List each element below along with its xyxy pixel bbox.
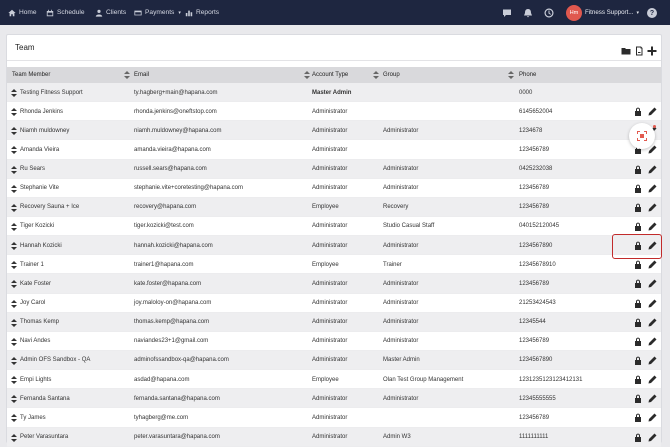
column-header-phone[interactable]: [519, 67, 536, 83]
cell-name: Peter Varasuntara: [20, 434, 69, 441]
cell-name: Trainer 1: [20, 261, 44, 268]
export-icon[interactable]: [634, 43, 644, 53]
cell-phone: 123456789: [519, 185, 550, 192]
reorder-icon[interactable]: [11, 357, 17, 365]
cell-phone: 12345544: [519, 319, 546, 326]
cell-name: Hannah Kozicki: [20, 242, 62, 249]
highlight-box: [612, 234, 662, 259]
cell-phone: 123456789: [519, 280, 550, 287]
table-row[interactable]: [7, 140, 661, 159]
cell-name: Thomas Kemp: [20, 319, 60, 326]
cell-group: Administrator: [383, 300, 419, 307]
lock-icon[interactable]: [634, 260, 642, 269]
cell-name: Ty James: [20, 414, 46, 421]
cell-phone: 1234567890: [519, 242, 553, 249]
cell-phone: 12345678910: [519, 261, 556, 268]
cell-email: rhonda.jenkins@oneftstop.com: [134, 108, 217, 115]
cell-type: Administrator: [312, 338, 348, 345]
cell-phone: 1111111111: [519, 434, 549, 441]
cell-type: Administrator: [312, 280, 348, 287]
cell-group: Administrator: [383, 319, 419, 326]
cell-email: tiger.kozicki@test.com: [134, 223, 194, 230]
nav-clients-label: Clients: [106, 9, 127, 16]
lock-icon[interactable]: [634, 222, 642, 231]
table-row[interactable]: [7, 236, 661, 255]
cell-phone: 1234567890: [519, 357, 553, 364]
reorder-icon[interactable]: [11, 242, 17, 250]
cell-group: Administrator: [383, 242, 419, 249]
cell-email: amanda.vieira@hapana.com: [134, 146, 211, 153]
cell-name: Niamh muldowney: [20, 127, 70, 134]
cell-group: Studio Casual Staff: [383, 223, 435, 230]
cell-phone: 0000: [519, 89, 533, 96]
cell-phone: 1234678: [519, 127, 543, 134]
nav-schedule[interactable]: [46, 0, 85, 25]
cell-email: hannah.kozicki@hapana.com: [134, 242, 213, 249]
top-navigation-bar: [0, 0, 670, 25]
reorder-icon[interactable]: [11, 414, 17, 422]
help-button[interactable]: [647, 8, 657, 18]
edit-pencil-icon[interactable]: [648, 165, 657, 174]
nav-home[interactable]: [8, 0, 37, 25]
edit-pencil-icon[interactable]: [648, 145, 657, 154]
lock-icon[interactable]: [634, 279, 642, 288]
cell-email: thomas.kemp@hapana.com: [134, 319, 210, 326]
column-header-label: Team Member: [12, 72, 51, 78]
cell-type: Employee: [312, 204, 339, 211]
cell-email: trainer1@hapana.com: [134, 261, 194, 268]
avatar-initials: Hm: [569, 10, 579, 16]
cell-email: naviandes23+1@gmail.com: [134, 338, 209, 345]
chevron-down-icon: ▾: [178, 9, 181, 16]
cell-name: Amanda Vieira: [20, 146, 60, 153]
lock-icon[interactable]: [634, 433, 642, 442]
reorder-icon[interactable]: [11, 261, 17, 269]
table-row[interactable]: [7, 121, 661, 140]
table-row[interactable]: [7, 428, 661, 447]
cell-group: Administrator: [383, 166, 419, 173]
edit-pencil-icon[interactable]: [648, 299, 657, 308]
team-panel: [6, 34, 662, 443]
clients-icon: [95, 9, 103, 17]
table-row[interactable]: [7, 83, 661, 102]
cell-group: Master Admin: [383, 357, 420, 364]
notification-bell-icon[interactable]: [523, 8, 533, 18]
cell-email: tyhagberg@me.com: [134, 414, 189, 421]
floating-scan-button[interactable]: [629, 123, 655, 149]
cell-email: kate.foster@hapana.com: [134, 280, 202, 287]
table-row[interactable]: [7, 313, 661, 332]
lock-icon[interactable]: [634, 318, 642, 327]
cell-name: Admin OFS Sandbox - QA: [20, 357, 91, 364]
user-name: Fitness Support...: [585, 9, 634, 16]
cell-type: Administrator: [312, 242, 348, 249]
reorder-icon[interactable]: [11, 280, 17, 288]
table-row[interactable]: [7, 198, 661, 217]
notification-dot: [653, 125, 656, 128]
table-row[interactable]: [7, 351, 661, 370]
add-icon[interactable]: [647, 43, 657, 53]
edit-pencil-icon[interactable]: [648, 279, 657, 288]
table-row[interactable]: [7, 294, 661, 313]
cell-group: Recovery: [383, 204, 409, 211]
sort-icon[interactable]: [124, 71, 130, 79]
chevron-down-icon: ▾: [636, 9, 640, 16]
edit-pencil-icon[interactable]: [648, 433, 657, 442]
lock-icon[interactable]: [634, 299, 642, 308]
cell-type: Administrator: [312, 357, 348, 364]
nav-payments[interactable]: [134, 0, 181, 25]
cell-group: Trainer: [383, 261, 402, 268]
cell-email: stephanie.vite+coretesting@hapana.com: [134, 185, 243, 192]
cell-email: ty.hagberg+main@hapana.com: [134, 89, 218, 96]
cell-group: Admin W3: [383, 434, 411, 441]
cell-phone: 6145652004: [519, 108, 553, 115]
lock-icon[interactable]: [634, 413, 642, 422]
folder-icon[interactable]: [621, 43, 631, 53]
cell-email: fernanda.santana@hapana.com: [134, 395, 220, 402]
table-row[interactable]: [7, 102, 661, 121]
cell-type: Master Admin: [312, 89, 352, 96]
sort-icon[interactable]: [508, 71, 514, 79]
lock-icon[interactable]: [634, 337, 642, 346]
sort-icon[interactable]: [373, 71, 379, 79]
nav-reports[interactable]: [185, 0, 219, 25]
cell-group: Administrator: [383, 127, 419, 134]
cell-phone: 123456789: [519, 204, 550, 211]
table-header: [7, 67, 661, 83]
cell-type: Administrator: [312, 414, 348, 421]
column-header-label: Email: [134, 72, 150, 78]
avatar[interactable]: [566, 5, 582, 21]
reorder-icon[interactable]: [11, 204, 17, 212]
table-row[interactable]: [7, 370, 661, 389]
edit-pencil-icon[interactable]: [648, 356, 657, 365]
reorder-icon[interactable]: [11, 108, 17, 116]
table-row[interactable]: [7, 408, 661, 427]
team-table-body: [7, 83, 661, 447]
clock-icon[interactable]: [544, 8, 554, 18]
edit-pencil-icon[interactable]: [648, 394, 657, 403]
edit-pencil-icon[interactable]: [648, 107, 657, 116]
reorder-icon[interactable]: [11, 395, 17, 403]
edit-pencil-icon[interactable]: [648, 260, 657, 269]
cell-phone: 1231235123123412131: [519, 376, 583, 383]
cell-name: Kate Foster: [20, 280, 52, 287]
cell-type: Employee: [312, 376, 339, 383]
edit-pencil-icon[interactable]: [648, 413, 657, 422]
reorder-icon[interactable]: [11, 89, 17, 97]
cell-name: Testing Fitness Support: [20, 89, 83, 96]
reorder-icon[interactable]: [11, 146, 17, 154]
reorder-icon[interactable]: [11, 376, 17, 384]
cell-type: Administrator: [312, 146, 348, 153]
edit-pencil-icon[interactable]: [648, 203, 657, 212]
cell-type: Administrator: [312, 166, 348, 173]
nav-payments-label: Payments: [145, 9, 175, 16]
cell-email: asdad@hapana.com: [134, 376, 190, 383]
cell-type: Employee: [312, 261, 339, 268]
lock-icon[interactable]: [634, 394, 642, 403]
lock-icon[interactable]: [634, 203, 642, 212]
column-header-label: Group: [383, 72, 400, 78]
nav-home-label: Home: [19, 9, 37, 16]
reports-icon: [185, 9, 193, 17]
reorder-icon[interactable]: [11, 300, 17, 308]
reorder-icon[interactable]: [11, 185, 17, 193]
cell-type: Administrator: [312, 127, 348, 134]
cell-email: joy.maloloy-on@hapana.com: [134, 300, 212, 307]
lock-icon[interactable]: [634, 375, 642, 384]
cell-phone: 0425232038: [519, 166, 553, 173]
cell-name: Navi Andes: [20, 338, 51, 345]
reorder-icon[interactable]: [11, 319, 17, 327]
edit-pencil-icon[interactable]: [648, 318, 657, 327]
cell-name: Stephanie Vite: [20, 185, 59, 192]
table-row[interactable]: [7, 217, 661, 236]
nav-clients[interactable]: [95, 0, 126, 25]
cell-email: peter.varasuntara@hapana.com: [134, 434, 220, 441]
column-header-account-type[interactable]: [312, 67, 348, 83]
table-row[interactable]: [7, 179, 661, 198]
user-menu[interactable]: [585, 0, 639, 25]
edit-pencil-icon[interactable]: [648, 222, 657, 231]
cell-phone: 123456789: [519, 338, 550, 345]
reorder-icon[interactable]: [11, 223, 17, 231]
cell-phone: 12345555555: [519, 395, 556, 402]
reorder-icon[interactable]: [11, 166, 17, 174]
table-row[interactable]: [7, 389, 661, 408]
cell-type: Administrator: [312, 395, 348, 402]
page-title: Team: [15, 43, 35, 52]
cell-type: Administrator: [312, 434, 348, 441]
cell-email: russell.sears@hapana.com: [134, 166, 207, 173]
reorder-icon[interactable]: [11, 127, 17, 135]
cell-name: Tiger Kozicki: [20, 223, 55, 230]
home-icon: [8, 9, 16, 17]
reorder-icon[interactable]: [11, 434, 17, 442]
column-header-label: Phone: [519, 72, 537, 78]
reorder-icon[interactable]: [11, 338, 17, 346]
cell-type: Administrator: [312, 223, 348, 230]
chat-icon[interactable]: [502, 8, 512, 18]
lock-icon[interactable]: [634, 165, 642, 174]
cell-type: Administrator: [312, 185, 348, 192]
help-icon: ?: [649, 9, 655, 17]
cell-phone: 040152120045: [519, 223, 560, 230]
nav-reports-label: Reports: [196, 9, 220, 16]
sort-icon[interactable]: [304, 71, 310, 79]
cell-name: Joy Carol: [20, 300, 46, 307]
lock-icon[interactable]: [634, 356, 642, 365]
table-row[interactable]: [7, 274, 661, 293]
calendar-icon: [46, 9, 54, 17]
column-header-email[interactable]: [134, 67, 149, 83]
scan-icon: [636, 130, 648, 142]
cell-group: Administrator: [383, 185, 419, 192]
cell-group: Olan Test Group Management: [383, 376, 464, 383]
cell-phone: 123456789: [519, 146, 550, 153]
panel-header: [7, 35, 661, 61]
cell-type: Administrator: [312, 319, 348, 326]
nav-schedule-label: Schedule: [57, 9, 85, 16]
column-header-team-member[interactable]: [12, 67, 50, 83]
cell-email: niamh.muldowney@hapana.com: [134, 127, 222, 134]
cell-name: Rhonda Jenkins: [20, 108, 64, 115]
cell-name: Ru Sears: [20, 166, 46, 173]
payments-icon: [134, 9, 142, 17]
cell-name: Fernanda Santana: [20, 395, 70, 402]
cell-email: recovery@hapana.com: [134, 204, 197, 211]
cell-email: adminofssandbox-qa@hapana.com: [134, 357, 229, 364]
edit-pencil-icon[interactable]: [648, 184, 657, 193]
table-row[interactable]: [7, 332, 661, 351]
column-header-group[interactable]: [383, 67, 400, 83]
lock-icon[interactable]: [634, 184, 642, 193]
table-row[interactable]: [7, 160, 661, 179]
table-row[interactable]: [7, 255, 661, 274]
lock-icon[interactable]: [634, 107, 642, 116]
edit-pencil-icon[interactable]: [648, 337, 657, 346]
cell-name: Empi Lights: [20, 376, 52, 383]
cell-group: Administrator: [383, 338, 419, 345]
cell-type: Administrator: [312, 108, 348, 115]
cell-group: Administrator: [383, 280, 419, 287]
cell-group: Administrator: [383, 395, 419, 402]
cell-type: Administrator: [312, 300, 348, 307]
cell-phone: 123456789: [519, 414, 550, 421]
column-header-label: Account Type: [312, 72, 349, 78]
edit-pencil-icon[interactable]: [648, 375, 657, 384]
cell-phone: 21253424543: [519, 300, 556, 307]
cell-name: Recovery Sauna + Ice: [20, 204, 80, 211]
